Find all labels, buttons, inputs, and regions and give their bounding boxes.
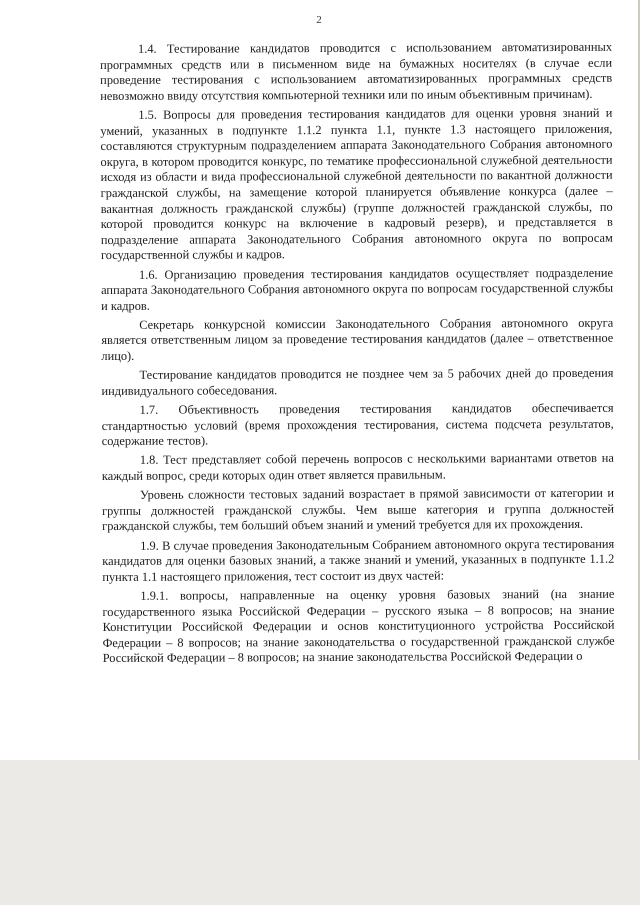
paragraph-1-4: 1.4. Тестирование кандидатов проводится с использованием автоматизированных программных средств или в письменном виде на бумажных носителях (в случае если проведение тестирования с использованием автоматизированных программных средств невозможно ввиду отсутствия компьютерной техники или по иным объективным причинам). — [100, 39, 613, 103]
page-number: 2 — [316, 14, 322, 26]
paragraph-1-6: 1.6. Организацию проведения тестирования кандидатов осуществляет подразделение аппарата Законодательного Собрания автономного округа по вопросам государственной службы и кадров. — [101, 265, 614, 313]
paragraph-1-9: 1.9. В случае проведения Законодательным Собранием автономного округа тестирования кандидатов для оценки базовых знаний, а также знаний и умений, указанных в подпункте 1.1.2 пункта 1.1 настоящего приложения, тест состоит из двух частей: — [102, 536, 615, 584]
paragraph-difficulty: Уровень сложности тестовых заданий возрастает в прямой зависимости от категории и группы должностей гражданской службы. Чем выше категория и группа должностей гражданской службы, тем больший объем знаний и умений требуется для их прохождения. — [102, 485, 615, 534]
paragraph-1-8: 1.8. Тест представляет собой перечень вопросов с несколькими вариантами ответов на каждый вопрос, среди которых один ответ является правильным. — [101, 451, 614, 483]
paragraph-secretary: Секретарь конкурсной комиссии Законодательного Собрания автономного округа является ответственным лицом за проведение тестирования кандидатов (далее – ответственное лицо). — [101, 315, 614, 364]
document-body — [100, 40, 615, 671]
paragraph-1-5: 1.5. Вопросы для проведения тестирования кандидатов для оценки уровня знаний и умений, указанных в подпункте 1.1.2 пункта 1.1, пункте 1.3 настоящего приложения, составляются структурным подразделением аппарата Законодательного Собрания автономного округа, в котором проводится конкурс, по тематике профессиональной служебной деятельности исходя из области и вида профессиональной служебной деятельности по вакантной должности гражданской службы, на замещение которой планируется объявление конкурса (далее – вакантная должность гражданской службы) (группе должностей гражданской службы, по которой проводится конкурс на включение в кадровый резерв), и представляется в подразделение аппарата Законодательного Собрания автономного округа по вопросам государственной службы и кадров. — [100, 105, 613, 263]
paragraph-1-9-1: 1.9.1. вопросы, направленные на оценку уровня базовых знаний (на знание государственного языка Российской Федерации – русского языка – 8 вопросов; на знание Конституции Российской Федерации и основ конституционного устройства Российской Федерации – 8 вопросов; на знание законодательства о государственной гражданской службе Российской Федерации – 8 вопросов; на знание законодательства Российской Федерации о — [102, 586, 615, 666]
paragraph-1-7: 1.7. Объективность проведения тестирования кандидатов обеспечивается стандартностью условий (время прохождения тестирования, система подсчета результатов, содержание тестов). — [101, 400, 614, 449]
paragraph-testing-deadline: Тестирование кандидатов проводится не позднее чем за 5 рабочих дней до проведения индивидуального собеседования. — [101, 366, 614, 398]
